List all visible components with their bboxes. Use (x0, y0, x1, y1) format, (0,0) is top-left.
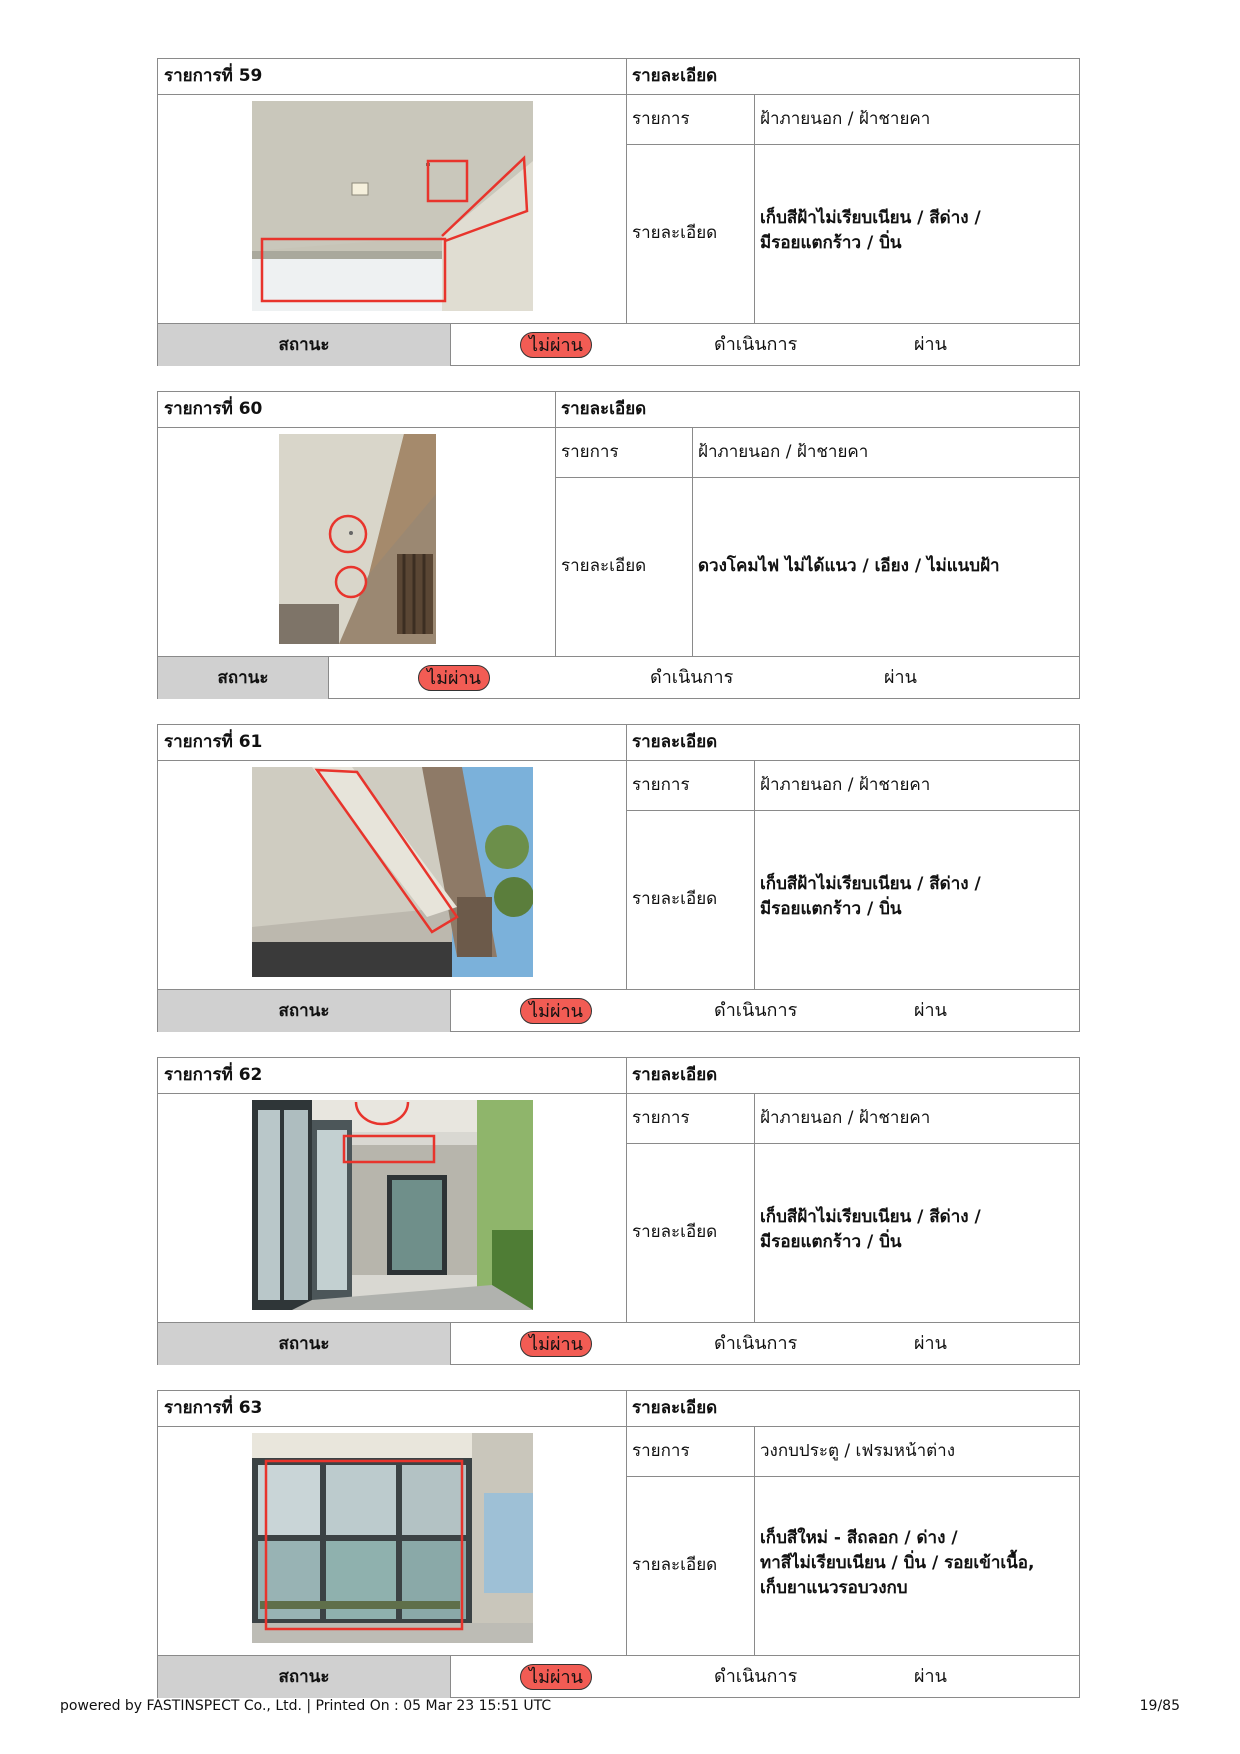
item-label: รายการ (632, 109, 690, 129)
status-label: สถานะ (158, 324, 451, 366)
footer-credit: powered by FASTINSPECT Co., Ltd. | Printed On : 05 Mar 23 15:51 UTC (60, 1698, 552, 1714)
defect-photo (252, 1100, 533, 1310)
item-value: ฝ้าภายนอก / ฝ้าชายคา (760, 109, 931, 129)
status-in-progress[interactable]: ดำเนินการ (714, 1000, 798, 1021)
detail-line: เก็บสีฝ้าไม่เรียบเนียน / สีด่าง / (760, 1207, 981, 1227)
status-pass[interactable]: ผ่าน (884, 667, 917, 688)
detail-label: รายละเอียด (632, 223, 718, 243)
detail-text (692, 554, 1081, 579)
item-value: วงกบประตู / เฟรมหน้าต่าง (760, 1441, 956, 1461)
status-row (158, 323, 1079, 366)
detail-header: รายละเอียด (632, 1398, 718, 1418)
defect-photo (252, 767, 533, 977)
item-value: ฝ้าภายนอก / ฝ้าชายคา (760, 775, 931, 795)
status-pass[interactable]: ผ่าน (914, 1666, 947, 1687)
item-value: ฝ้าภายนอก / ฝ้าชายคา (698, 442, 869, 462)
inspection-card-61 (157, 724, 1080, 1032)
detail-line: ดวงโคมไฟ ไม่ได้แนว / เอียง / ไม่แนบฝ้า (698, 556, 1000, 576)
status-in-progress[interactable]: ดำเนินการ (714, 1333, 798, 1354)
detail-header: รายละเอียด (561, 399, 647, 419)
card-header (158, 725, 1079, 761)
status-pass[interactable]: ผ่าน (914, 334, 947, 355)
detail-text (754, 872, 1081, 922)
defect-photo (252, 1433, 533, 1643)
detail-label: รายละเอียด (632, 1555, 718, 1575)
card-header (158, 392, 1079, 428)
item-title: รายการที่ 63 (164, 1398, 263, 1418)
status-pass[interactable]: ผ่าน (914, 1333, 947, 1354)
status-label: สถานะ (158, 1656, 451, 1698)
inspection-card-60 (157, 391, 1080, 699)
page-number: 19/85 (1139, 1698, 1180, 1714)
status-fail-selected[interactable]: ไม่ผ่าน (520, 1331, 592, 1357)
status-label: สถานะ (158, 1323, 451, 1365)
status-fail-selected[interactable]: ไม่ผ่าน (418, 665, 490, 691)
detail-header: รายละเอียด (632, 1065, 718, 1085)
item-title: รายการที่ 60 (164, 399, 263, 419)
item-label: รายการ (561, 442, 619, 462)
status-in-progress[interactable]: ดำเนินการ (650, 667, 734, 688)
detail-header: รายละเอียด (632, 732, 718, 752)
detail-header: รายละเอียด (632, 66, 718, 86)
detail-line: เก็บสีฝ้าไม่เรียบเนียน / สีด่าง / (760, 874, 981, 894)
detail-label: รายละเอียด (632, 889, 718, 909)
item-title: รายการที่ 62 (164, 1065, 263, 1085)
card-header (158, 1058, 1079, 1094)
item-value: ฝ้าภายนอก / ฝ้าชายคา (760, 1108, 931, 1128)
detail-label: รายละเอียด (632, 1222, 718, 1242)
status-row (158, 1655, 1079, 1698)
status-fail-selected[interactable]: ไม่ผ่าน (520, 1664, 592, 1690)
detail-line: เก็บสีใหม่ - สีถลอก / ด่าง / (760, 1528, 958, 1548)
status-row (158, 656, 1079, 699)
item-label: รายการ (632, 1441, 690, 1461)
status-in-progress[interactable]: ดำเนินการ (714, 1666, 798, 1687)
detail-label: รายละเอียด (561, 556, 647, 576)
status-row (158, 1322, 1079, 1365)
defect-photo (252, 101, 533, 311)
inspection-card-59 (157, 58, 1080, 366)
detail-line: เก็บสีฝ้าไม่เรียบเนียน / สีด่าง / (760, 208, 981, 228)
detail-line: มีรอยแตกร้าว / บิ่น (760, 1232, 902, 1252)
card-header (158, 59, 1079, 95)
detail-text (754, 1526, 1081, 1601)
item-title: รายการที่ 59 (164, 66, 263, 86)
detail-line: ทาสีไม่เรียบเนียน / บิ่น / รอยเข้าเนื้อ, (760, 1553, 1035, 1573)
status-label: สถานะ (158, 657, 329, 699)
detail-line: มีรอยแตกร้าว / บิ่น (760, 899, 902, 919)
status-in-progress[interactable]: ดำเนินการ (714, 334, 798, 355)
item-title: รายการที่ 61 (164, 732, 263, 752)
status-fail-selected[interactable]: ไม่ผ่าน (520, 998, 592, 1024)
inspection-card-62 (157, 1057, 1080, 1365)
detail-line: มีรอยแตกร้าว / บิ่น (760, 233, 902, 253)
item-label: รายการ (632, 1108, 690, 1128)
detail-text (754, 206, 1081, 256)
defect-photo (279, 434, 436, 644)
detail-text (754, 1205, 1081, 1255)
status-label: สถานะ (158, 990, 451, 1032)
status-pass[interactable]: ผ่าน (914, 1000, 947, 1021)
card-header (158, 1391, 1079, 1427)
status-fail-selected[interactable]: ไม่ผ่าน (520, 332, 592, 358)
item-label: รายการ (632, 775, 690, 795)
detail-line: เก็บยาแนวรอบวงกบ (760, 1578, 908, 1598)
inspection-card-63 (157, 1390, 1080, 1698)
status-row (158, 989, 1079, 1032)
